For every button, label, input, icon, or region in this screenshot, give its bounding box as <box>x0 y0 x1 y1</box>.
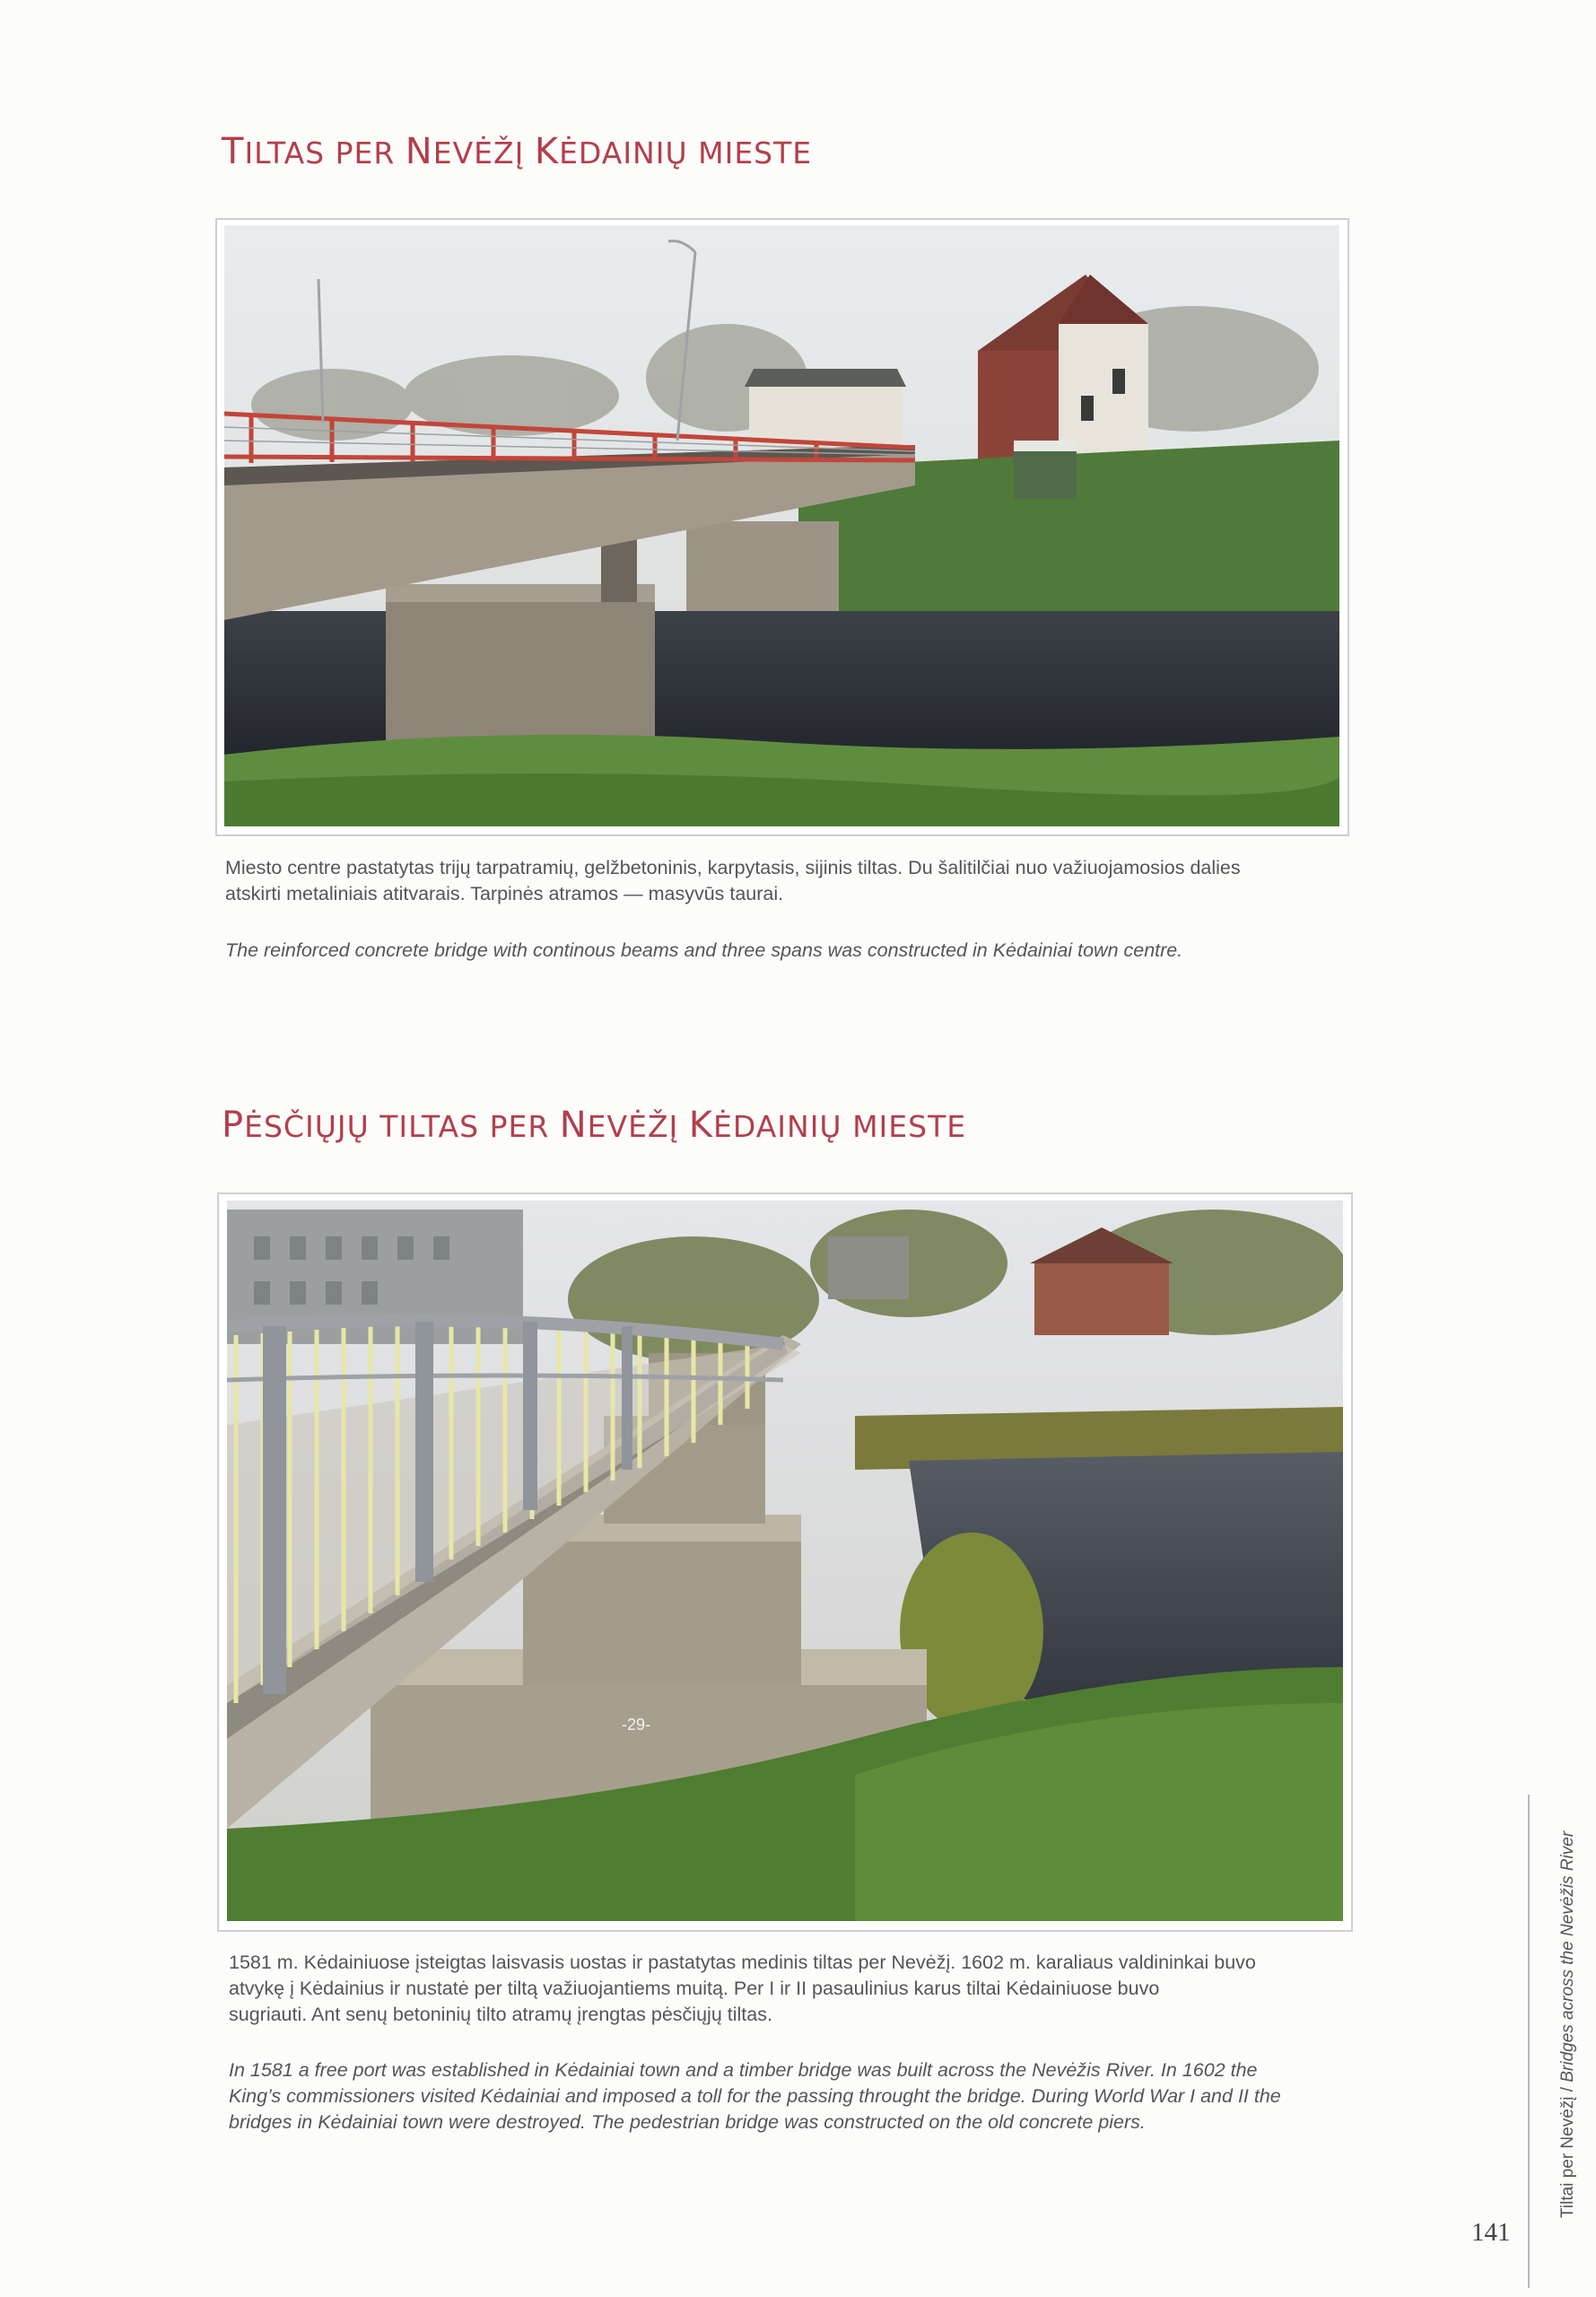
caption-lt-1 <box>225 855 1241 907</box>
title-initial: T <box>222 131 245 172</box>
title-text: ILTAS PER <box>244 135 406 170</box>
caption-line: sugriauti. Ant senų betoninių tilto atramų įrengtas pėsčiųjų tiltas. <box>229 2004 772 2025</box>
caption-en-1 <box>225 938 1182 964</box>
photo-pedestrian-bridge <box>227 1201 1343 1921</box>
running-title-lt: Tiltai per Nevėžį / <box>1558 2082 1577 2218</box>
title-text: ĖSČIŲJŲ TILTAS PER <box>244 1109 560 1144</box>
title-text: EVĖŽĮ <box>587 1109 689 1144</box>
section-1-title <box>222 131 812 172</box>
title-initial: N <box>405 131 433 172</box>
road-bridge-illustration <box>224 225 1339 826</box>
title-text: EVĖŽĮ <box>432 135 535 170</box>
title-initial: N <box>559 1105 588 1146</box>
caption-line: 1581 m. Kėdainiuose įsteigtas laisvasis uostas ir pastatytas medinis tiltas per Nevėžį. 1602 m. karaliaus valdininkai buvo <box>229 1952 1256 1973</box>
title-text: ĖDAINIŲ MIESTE <box>559 135 813 170</box>
running-title-en: Bridges across the Nevėžis River <box>1558 1830 1577 2083</box>
caption-line: Miesto centre pastatytas trijų tarpatramių, gelžbetoninis, karpytasis, sijinis tiltas. Du šalitilčiai nuo važiuojamosios dalies <box>225 857 1241 878</box>
title-initial: K <box>688 1105 714 1146</box>
sidebar-rule <box>1528 1795 1530 2288</box>
caption-line: atskirti metaliniais atitvarais. Tarpinės atramos — masyvūs taurai. <box>225 883 784 904</box>
page-number: 141 <box>1471 2218 1511 2247</box>
title-initial: K <box>534 131 560 172</box>
title-text: ĖDAINIŲ MIESTE <box>713 1109 967 1144</box>
caption-line: atvykę į Kėdainius ir nustatė per tiltą važiuojantiems muitą. Per I ir II pasaulinius karus tiltai Kėdainiuose buvo <box>229 1978 1160 1999</box>
pier-marking: -29- <box>622 1716 651 1734</box>
caption-line: bridges in Kėdainiai town were destroyed. The pedestrian bridge was constructed on the old concrete piers. <box>229 2111 1146 2133</box>
section-2-title <box>222 1105 966 1146</box>
pedestrian-bridge-illustration <box>227 1201 1343 1921</box>
caption-line: King’s commissioners visited Kėdainiai and imposed a toll for the passing throught the bridge. During World War I and II the <box>229 2085 1281 2107</box>
caption-en-2 <box>229 2057 1281 2135</box>
running-title <box>1558 1831 1578 2218</box>
caption-line: In 1581 a free port was established in Kėdainiai town and a timber bridge was built across the Nevėžis River. In 1602 the <box>229 2059 1258 2081</box>
caption-line: The reinforced concrete bridge with continous beams and three spans was constructed in Kėdainiai town centre. <box>225 939 1183 961</box>
title-initial: P <box>222 1105 245 1146</box>
caption-lt-2 <box>229 1950 1256 2028</box>
photo-road-bridge <box>224 225 1339 826</box>
